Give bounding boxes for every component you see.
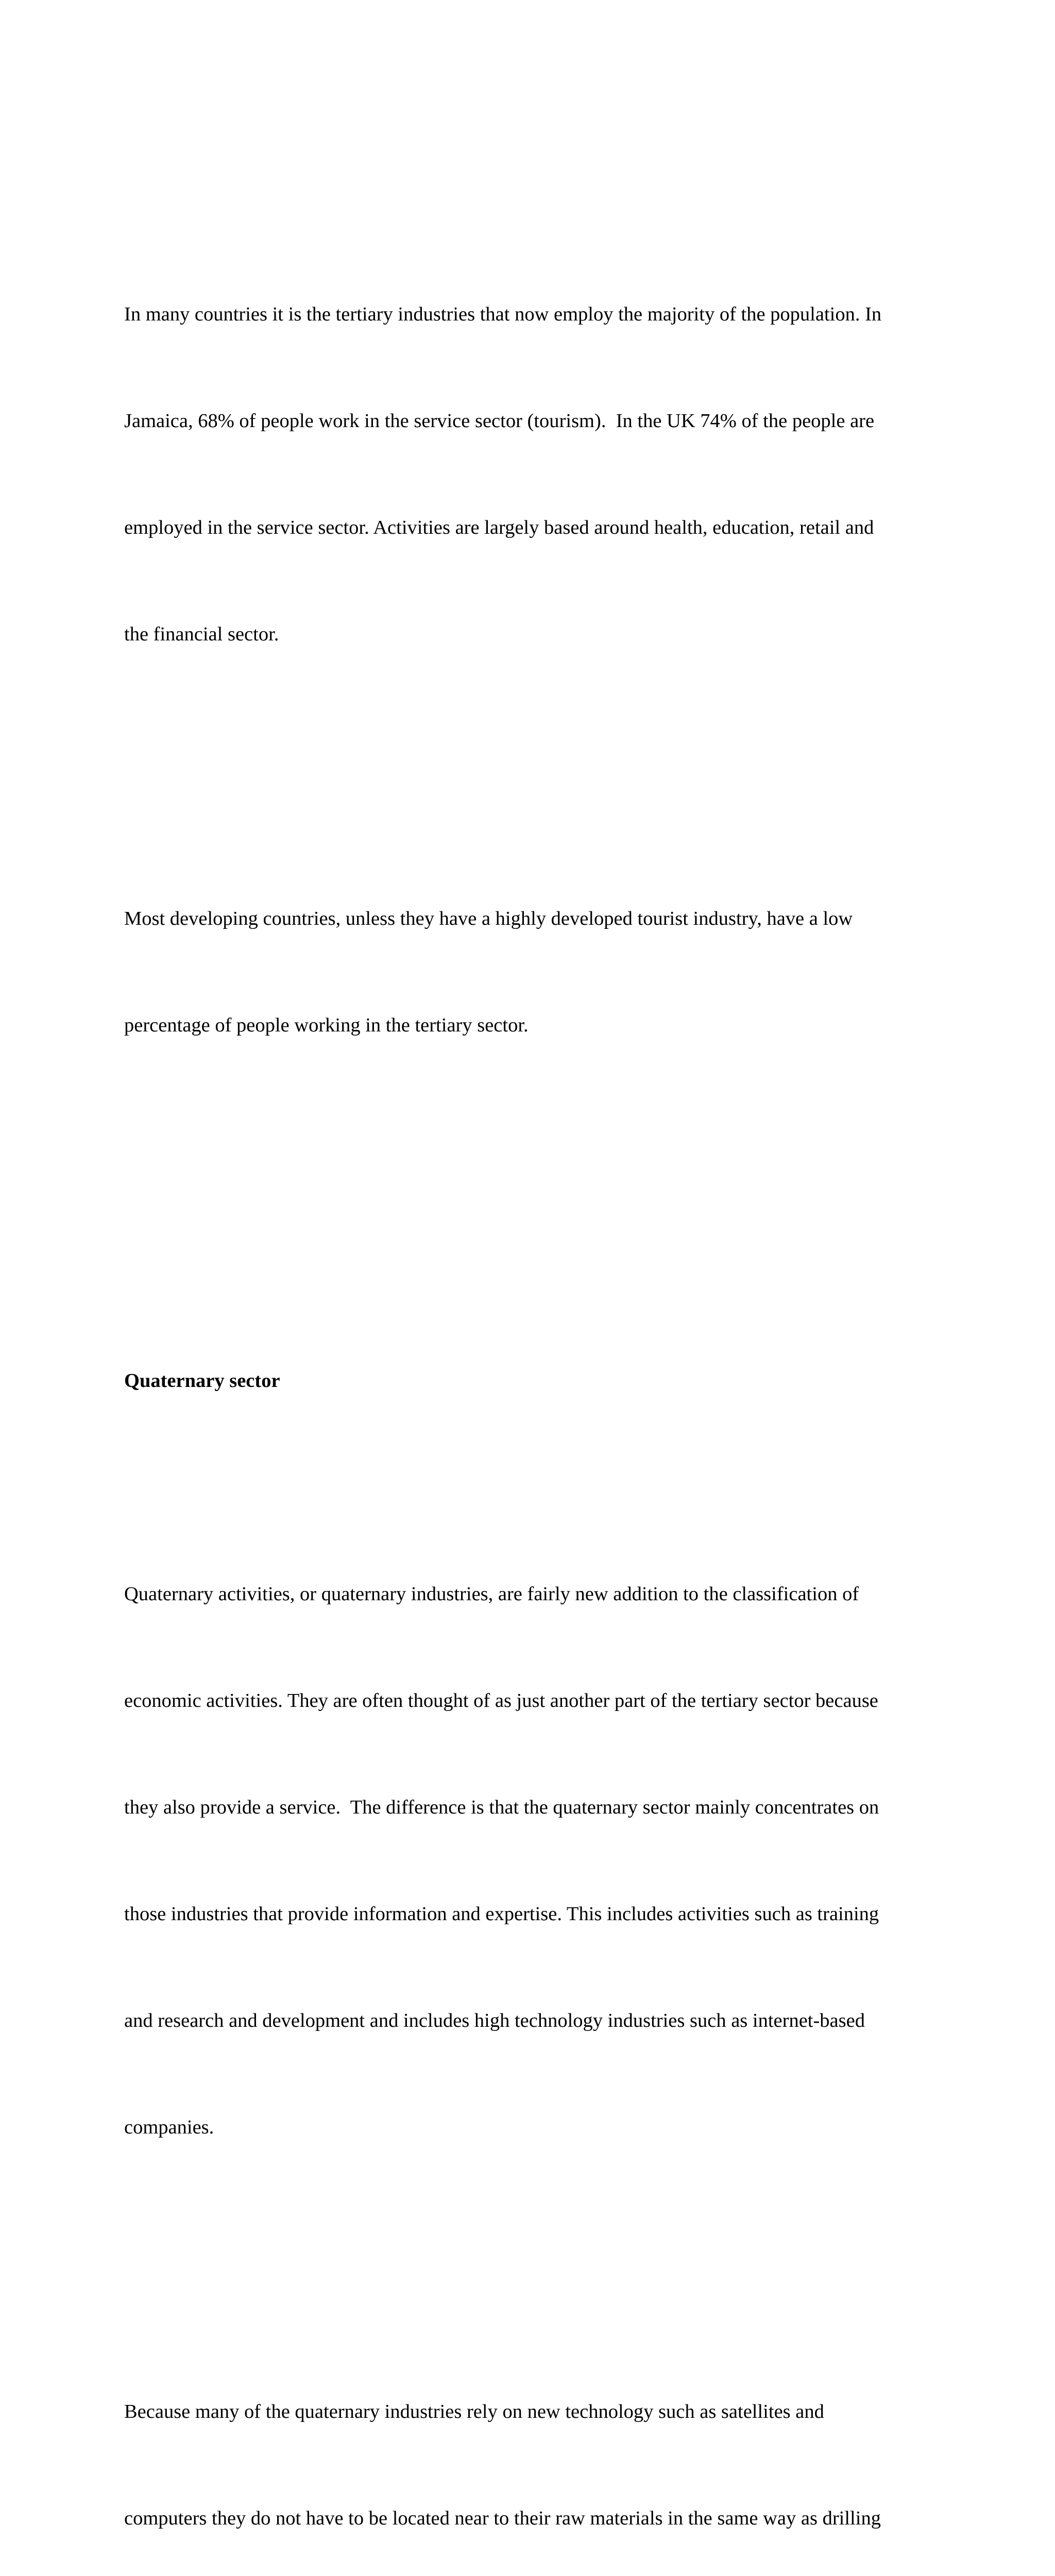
text-line: percentage of people working in the tertiary sector. [124,1014,529,1036]
section-heading: Quaternary sector [124,1370,280,1392]
text-line: Quaternary activities, or quaternary industries, are fairly new addition to the classification of [124,1583,859,1605]
text-line: Because many of the quaternary industries rely on new technology such as satellites and [124,2401,824,2422]
text-line: those industries that provide information and expertise. This includes activities such as training [124,1903,879,1925]
text-line: employed in the service sector. Activities are largely based around health, education, retail and [124,517,874,538]
text-line: they also provide a service. The difference is that the quaternary sector mainly concentrates on [124,1797,879,1818]
paragraph-quaternary-location [124,2323,938,2576]
paragraph-quaternary-definition [124,1505,938,2216]
document-body [124,119,938,2576]
text-line: In many countries it is the tertiary industries that now employ the majority of the population. In [124,303,882,325]
text-line: and research and development and includes high technology industries such as internet-based [124,2010,865,2031]
text-line: the financial sector. [124,623,279,645]
text-line: computers they do not have to be located near to their raw materials in the same way as drilling [124,2507,881,2529]
paragraph-tertiary-intro [124,226,938,723]
paragraph-developing-countries [124,830,938,1114]
text-line: companies. [124,2116,214,2138]
text-line: Most developing countries, unless they have a highly developed tourist industry, have a low [124,908,853,929]
blank-line [124,1221,938,1257]
text-line: Jamaica, 68% of people work in the service sector (tourism). In the UK 74% of the people are [124,410,875,432]
text-line: economic activities. They are often thought of as just another part of the tertiary sector because [124,1690,878,1711]
